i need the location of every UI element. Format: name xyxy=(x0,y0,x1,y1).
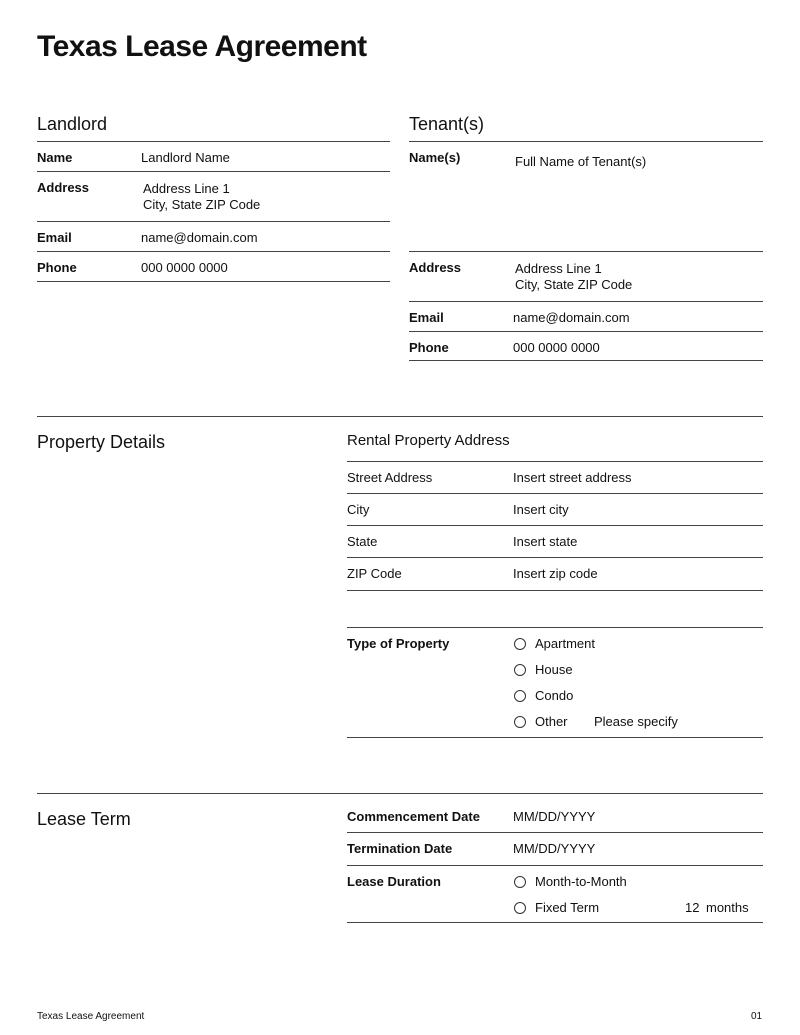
tenant-email-label: Email xyxy=(409,310,444,325)
street-address-label: Street Address xyxy=(347,470,433,485)
footer-page-number: 01 xyxy=(751,1011,763,1022)
divider xyxy=(37,281,390,282)
state-label: State xyxy=(347,534,378,549)
other-specify-field[interactable]: Please specify xyxy=(594,714,678,729)
radio-month-to-month[interactable] xyxy=(514,876,526,888)
radio-apartment[interactable] xyxy=(514,638,526,650)
divider xyxy=(409,301,763,302)
divider xyxy=(347,525,763,526)
street-address-field[interactable]: Insert street address xyxy=(513,470,632,485)
option-other-label: Other xyxy=(535,714,568,729)
divider xyxy=(37,251,390,252)
option-condo-label: Condo xyxy=(535,688,574,703)
divider xyxy=(347,590,763,591)
divider xyxy=(347,627,763,628)
commencement-date-field[interactable]: MM/DD/YYYY xyxy=(513,809,596,824)
divider xyxy=(409,141,763,142)
state-field[interactable]: Insert state xyxy=(513,534,578,549)
tenant-email-field[interactable]: name@domain.com xyxy=(513,310,630,325)
divider xyxy=(37,141,390,142)
divider xyxy=(347,832,763,833)
radio-house[interactable] xyxy=(514,664,526,676)
city-field[interactable]: Insert city xyxy=(513,502,569,517)
zip-code-label: ZIP Code xyxy=(347,566,402,581)
option-fixed-term-label: Fixed Term xyxy=(535,900,600,915)
tenant-address-label: Address xyxy=(409,260,462,275)
tenant-address-line2-field[interactable]: City, State ZIP Code xyxy=(515,277,633,292)
landlord-address-line1-field[interactable]: Address Line 1 xyxy=(143,181,230,196)
landlord-heading: Landlord xyxy=(37,114,108,134)
landlord-phone-field[interactable]: 000 0000 0000 xyxy=(141,260,228,275)
zip-code-field[interactable]: Insert zip code xyxy=(513,566,598,581)
option-month-to-month-label: Month-to-Month xyxy=(535,874,627,889)
landlord-name-label: Name xyxy=(37,150,73,165)
divider xyxy=(347,737,763,738)
commencement-date-label: Commencement Date xyxy=(347,809,480,824)
lease-duration-label: Lease Duration xyxy=(347,874,441,889)
divider xyxy=(347,922,763,923)
footer-document-title: Texas Lease Agreement xyxy=(37,1011,145,1022)
option-house-label: House xyxy=(535,662,573,677)
divider xyxy=(409,331,763,332)
option-apartment-label: Apartment xyxy=(535,636,595,651)
landlord-phone-label: Phone xyxy=(37,260,77,275)
tenant-phone-label: Phone xyxy=(409,340,449,355)
landlord-email-label: Email xyxy=(37,230,72,245)
tenant-heading: Tenant(s) xyxy=(409,114,485,134)
divider xyxy=(347,461,763,462)
divider xyxy=(37,171,390,172)
tenant-address-line1-field[interactable]: Address Line 1 xyxy=(515,261,602,276)
fixed-term-unit-label: months xyxy=(706,900,749,915)
divider xyxy=(347,493,763,494)
landlord-address-label: Address xyxy=(37,180,90,195)
tenant-names-field[interactable]: Full Name of Tenant(s) xyxy=(515,154,647,169)
termination-date-field[interactable]: MM/DD/YYYY xyxy=(513,841,596,856)
landlord-email-field[interactable]: name@domain.com xyxy=(141,230,258,245)
divider xyxy=(37,221,390,222)
city-label: City xyxy=(347,502,370,517)
section-divider xyxy=(37,416,763,417)
property-heading: Property Details xyxy=(37,432,166,452)
landlord-address-line2-field[interactable]: City, State ZIP Code xyxy=(143,197,261,212)
section-divider xyxy=(37,793,763,794)
fixed-term-number-field[interactable]: 12 xyxy=(685,900,700,915)
lease-term-heading: Lease Term xyxy=(37,809,131,829)
property-type-label: Type of Property xyxy=(347,636,450,651)
divider xyxy=(347,557,763,558)
landlord-name-field[interactable]: Landlord Name xyxy=(141,150,230,165)
rental-address-heading: Rental Property Address xyxy=(347,432,510,449)
divider xyxy=(347,865,763,866)
divider xyxy=(409,360,763,361)
page-title: Texas Lease Agreement xyxy=(37,30,367,63)
radio-other[interactable] xyxy=(514,716,526,728)
radio-fixed-term[interactable] xyxy=(514,902,526,914)
termination-date-label: Termination Date xyxy=(347,841,453,856)
divider xyxy=(409,251,763,252)
radio-condo[interactable] xyxy=(514,690,526,702)
tenant-names-label: Name(s) xyxy=(409,150,461,165)
tenant-phone-field[interactable]: 000 0000 0000 xyxy=(513,340,600,355)
